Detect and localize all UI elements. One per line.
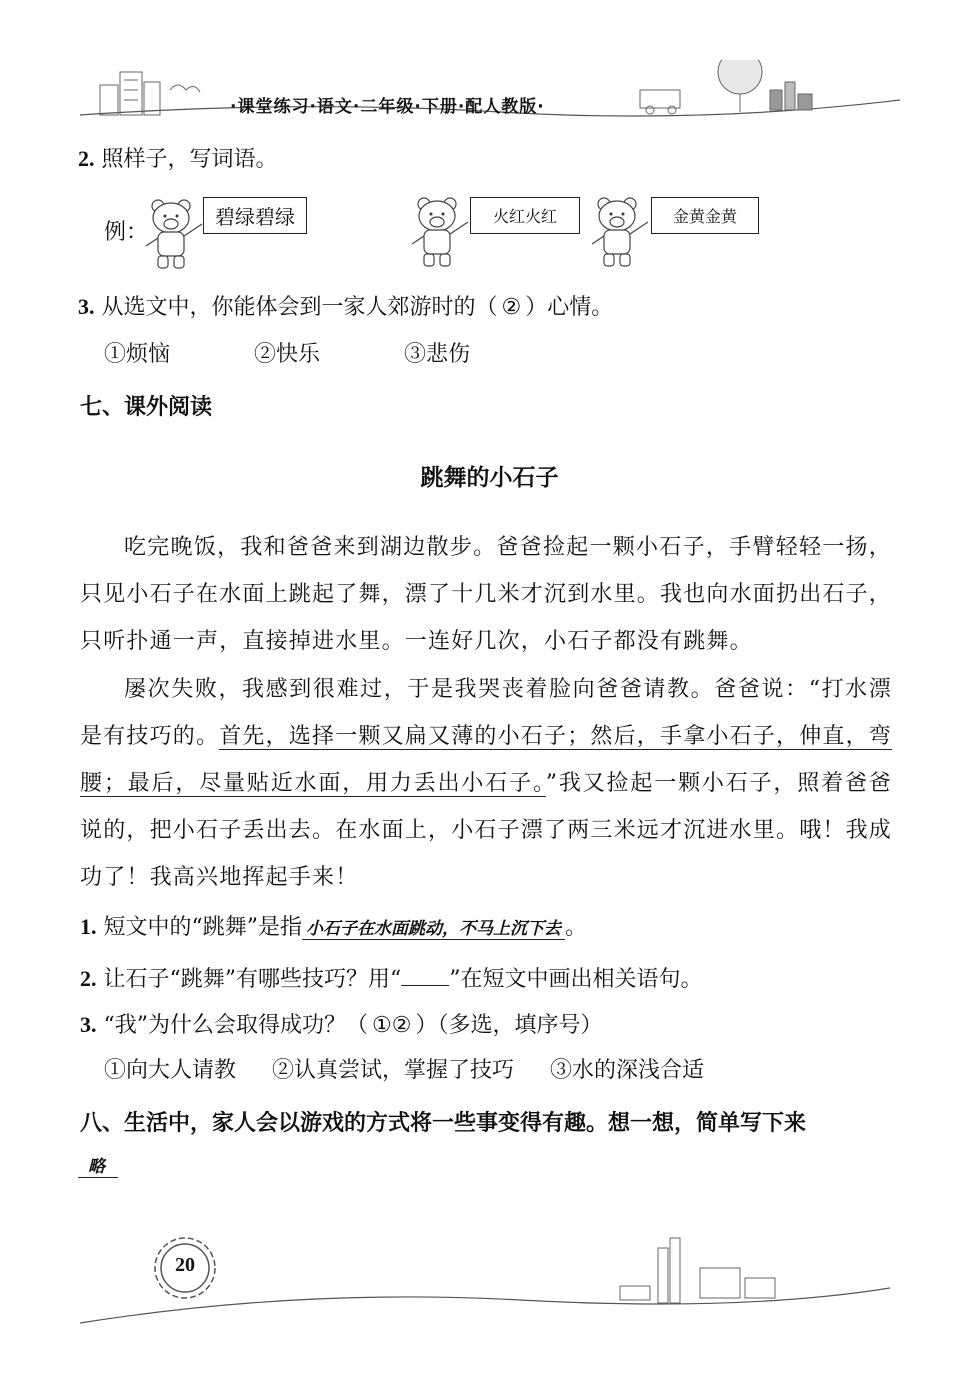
s7-q1-answer: 小石子在水面跳动，不马上沉下去 bbox=[302, 919, 565, 940]
example-word-box bbox=[203, 197, 307, 234]
s7-q3-options bbox=[104, 1056, 704, 1086]
article-para-1 bbox=[80, 524, 892, 665]
para1-text: 吃完晚饭，我和爸爸来到湖边散步。爸爸捡起一颗小石子，手臂轻轻一扬，只见小石子在水面上跳起了舞，漂了十几米才沉到水里。我也向水面扔出石子，只听扑通一声，直接掉进水里。一连好几次，小石子都没有跳舞。 bbox=[80, 535, 893, 654]
s7-q2-text-after: ”在短文中画出相关语句。 bbox=[449, 967, 703, 992]
section8-answer-line bbox=[78, 1152, 118, 1178]
q2-example-label: 例： bbox=[104, 220, 149, 245]
s7-q2-number: 2. bbox=[80, 966, 97, 991]
s7-q2-text-before: 让石子“跳舞”有哪些技巧？用“ bbox=[103, 967, 402, 992]
s7-q3-line bbox=[80, 1010, 602, 1041]
q2-text: 照样子，写词语。 bbox=[101, 147, 278, 172]
q3-line bbox=[78, 292, 613, 323]
para2-text-b: ”我又捡起一颗小石子，照着爸爸说的，把小石子丢出去。在水面上，小石子漂了两三米远才沉进水里。哦！我成功了！我高兴地挥起手来！ bbox=[80, 771, 893, 890]
q2-line bbox=[78, 144, 278, 175]
q3-option-3: ③悲伤 bbox=[404, 342, 471, 367]
example-word: 碧绿碧绿 bbox=[215, 205, 295, 229]
answer-box-1 bbox=[470, 197, 580, 234]
section8-answer: 略 bbox=[88, 1157, 105, 1177]
s7-q3-text-after: ）（多选，填序号） bbox=[415, 1013, 603, 1038]
s7-q2-line bbox=[80, 963, 703, 995]
answer-box-2 bbox=[651, 197, 759, 234]
para2-text-a: 屡次失败，我感到很难过，于是我哭丧着脸向爸爸请教。爸爸说：“打水漂是有技巧的。 bbox=[80, 677, 892, 749]
section7-title: 七、课外阅读 bbox=[80, 395, 213, 420]
answer-word-1: 火红火红 bbox=[492, 207, 557, 226]
article-para-2 bbox=[80, 666, 892, 901]
footer-decoration bbox=[0, 1228, 979, 1338]
q3-option-1: ①烦恼 bbox=[104, 342, 171, 367]
q3-number: 3. bbox=[78, 294, 95, 319]
s7-q2-blank bbox=[401, 963, 449, 986]
para2-underlined: 首先，选择一颗又扁又薄的小石子；然后，手拿小石子，伸直，弯腰；最后，尽量贴近水面，用力丢出小石子。 bbox=[80, 724, 893, 796]
s7-q3-option-2: ②认真尝试，掌握了技巧 bbox=[272, 1058, 515, 1083]
header-title: ·课堂练习·语文·二年级·下册·配人教版· bbox=[230, 97, 545, 117]
s7-q1-line bbox=[80, 912, 587, 944]
bear-icon bbox=[586, 194, 654, 270]
q3-answer: ② bbox=[501, 295, 522, 320]
s7-q3-option-3: ③水的深浅合适 bbox=[550, 1058, 705, 1083]
q3-text-before: 从选文中，你能体会到一家人郊游时的（ bbox=[101, 295, 498, 320]
s7-q3-option-1: ①向大人请教 bbox=[104, 1058, 237, 1083]
s7-q1-text-after: 。 bbox=[565, 915, 588, 940]
s7-q1-text-before: 短文中的“跳舞”是指 bbox=[103, 915, 302, 940]
section8-title: 八、生活中，家人会以游戏的方式将一些事变得有趣。想一想，简单写下来 bbox=[80, 1111, 807, 1136]
page-number: 20 bbox=[175, 1254, 195, 1276]
q3-option-2: ②快乐 bbox=[254, 342, 321, 367]
bear-icon bbox=[406, 194, 474, 270]
q3-text-after: ）心情。 bbox=[525, 295, 614, 320]
q2-number: 2. bbox=[78, 146, 95, 171]
answer-word-2: 金黄金黄 bbox=[672, 207, 737, 226]
bear-icon bbox=[140, 196, 208, 272]
article-title: 跳舞的小石子 bbox=[420, 465, 559, 491]
s7-q3-text-before: “我”为什么会取得成功？（ bbox=[103, 1013, 368, 1038]
s7-q3-answer: ①② bbox=[372, 1013, 412, 1038]
s7-q1-number: 1. bbox=[80, 914, 97, 939]
s7-q3-number: 3. bbox=[80, 1012, 97, 1037]
q3-options bbox=[104, 340, 624, 370]
